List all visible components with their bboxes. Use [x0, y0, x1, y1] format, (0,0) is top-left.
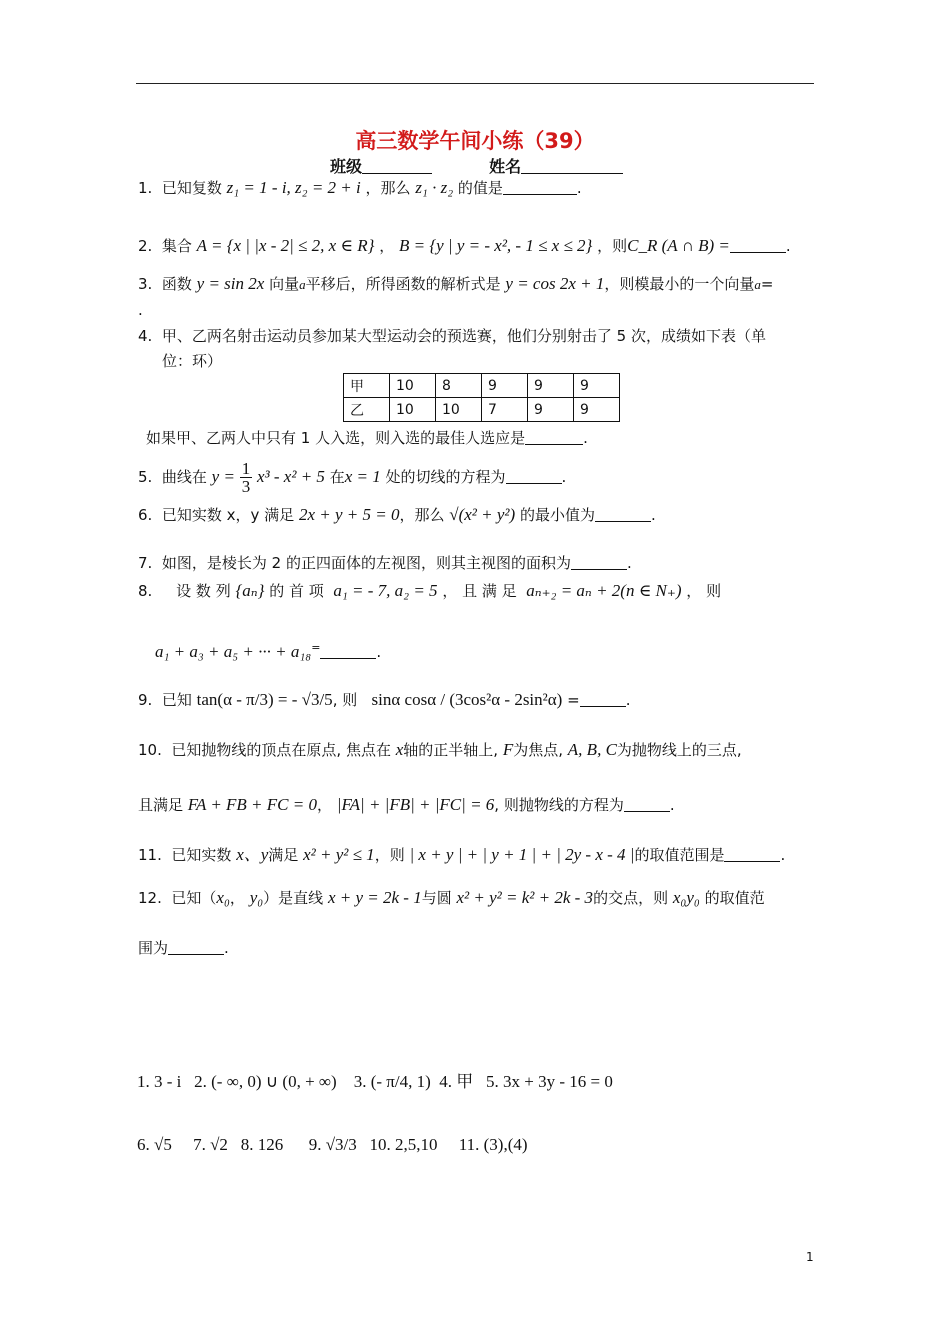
question-3: 3. 函数 y = sin 2x 向量a平移后，所得函数的解析式是 y = cos 2x + 1，则模最小的一个向量a=: [138, 274, 774, 293]
answer-2: 2. (- ∞, 0) ∪ (0, + ∞): [194, 1072, 337, 1091]
student-info: [330, 154, 623, 177]
table-row: 乙 10 10 7 9 9: [344, 398, 620, 422]
question-4-line2: 位：环）: [162, 352, 223, 370]
answer-5: 5. 3x + 3y - 16 = 0: [486, 1072, 613, 1091]
question-9: 9. 已知 tan(α - π/3) = - √3/5, 则 sinα cosα / (3cos²α - 2sin²α) = .: [138, 690, 631, 709]
answer-3: 3. (- π/4, 1): [353, 1072, 431, 1091]
question-3-dot: .: [138, 301, 143, 319]
answer-blank[interactable]: [624, 797, 670, 812]
answer-4: 4. 甲: [439, 1072, 474, 1091]
question-10-line2: 且满足 FA + FB + FC = 0， |FA| + |FB| + |FC| = 6, 则抛物线的方程为 .: [138, 795, 675, 814]
answer-1: 1. 3 - i: [137, 1072, 182, 1091]
question-11: 11. 已知实数 x、y满足 x² + y² ≤ 1，则 | x + y | + | y + 1 | + | 2y - x - 4 |的取值范围是 .: [138, 845, 786, 864]
scores-table: [343, 373, 620, 422]
answer-blank[interactable]: [595, 507, 651, 522]
answer-11: 11. (3),(4): [458, 1135, 528, 1154]
class-label: 班级: [330, 157, 363, 176]
page-number: 1: [806, 1250, 814, 1264]
page-title: 高三数学午间小练（39）: [355, 129, 595, 153]
question-6: 6. 已知实数 x，y 满足 2x + y + 5 = 0，那么 √(x² + y²) 的最小值为 .: [138, 505, 656, 524]
question-1: 1. 已知复数 z₁ = 1 - i, z₂ = 2 + i ，那么 z₁ · z₂ 的值是 .: [138, 178, 582, 197]
question-7: 7. 如图，是棱长为 2 的正四面体的左视图，则其主视图的面积为 .: [138, 554, 632, 572]
answer-blank[interactable]: [580, 692, 626, 707]
question-2: 2. 集合 A = {x | |x - 2| ≤ 2, x ∈ R} ， B = {y | y = - x², - 1 ≤ x ≤ 2} ，则C_R (A ∩ B) = .: [138, 236, 791, 255]
answer-9: 9. √3/3: [308, 1135, 357, 1154]
question-12: 12. 已知（x₀， y₀）是直线 x + y = 2k - 1与圆 x² + y² = k² + 2k - 3的交点，则 x₀y₀ 的取值范: [138, 888, 765, 907]
header-rule: [136, 83, 814, 84]
question-10: 10. 已知抛物线的顶点在原点, 焦点在 x轴的正半轴上, F为焦点, A, B, C为抛物线上的三点,: [138, 740, 742, 759]
answer-blank[interactable]: [571, 555, 627, 570]
question-8-line2: a₁ + a₃ + a₅ + ··· + a₁₈= .: [155, 641, 382, 661]
answer-blank[interactable]: [506, 469, 562, 484]
answer-blank[interactable]: [503, 180, 577, 195]
question-4-prompt: 如果甲、乙两人中只有 1 人入选，则入选的最佳人选应是 .: [146, 429, 588, 447]
question-5: 5. 曲线在 y = $\frac{1}{3}$ x³ - x² + 5 在x = 1 处的切线的方程为 .: [138, 459, 567, 496]
answer-10: 10. 2,5,10: [369, 1135, 438, 1154]
answer-blank[interactable]: [320, 644, 376, 659]
question-4: 4. 甲、乙两名射击运动员参加某大型运动会的预选赛，他们分别射击了 5 次，成绩如下表（单: [138, 327, 766, 345]
answer-blank[interactable]: [730, 238, 786, 253]
answer-8: 8. 126: [240, 1135, 284, 1154]
answer-blank[interactable]: [525, 430, 583, 445]
table-row: 甲 10 8 9 9 9: [344, 374, 620, 398]
question-8: 8. 设 数 列 {aₙ} 的 首 项 a₁ = - 7, a₂ = 5 ， 且 满 足 aₙ₊₂ = aₙ + 2(n ∈ N₊) ， 则: [138, 581, 722, 600]
class-blank[interactable]: [362, 159, 432, 174]
answer-blank[interactable]: [724, 847, 780, 862]
answer-6: 6. √5: [137, 1135, 172, 1154]
name-blank[interactable]: [521, 159, 623, 174]
answer-blank[interactable]: [168, 940, 224, 955]
answers-row-1: [137, 1072, 613, 1092]
answers-row-2: [137, 1135, 528, 1155]
question-12-line2: 围为 .: [138, 939, 229, 957]
name-label: 姓名: [489, 157, 522, 176]
answer-7: 7. √2: [193, 1135, 228, 1154]
